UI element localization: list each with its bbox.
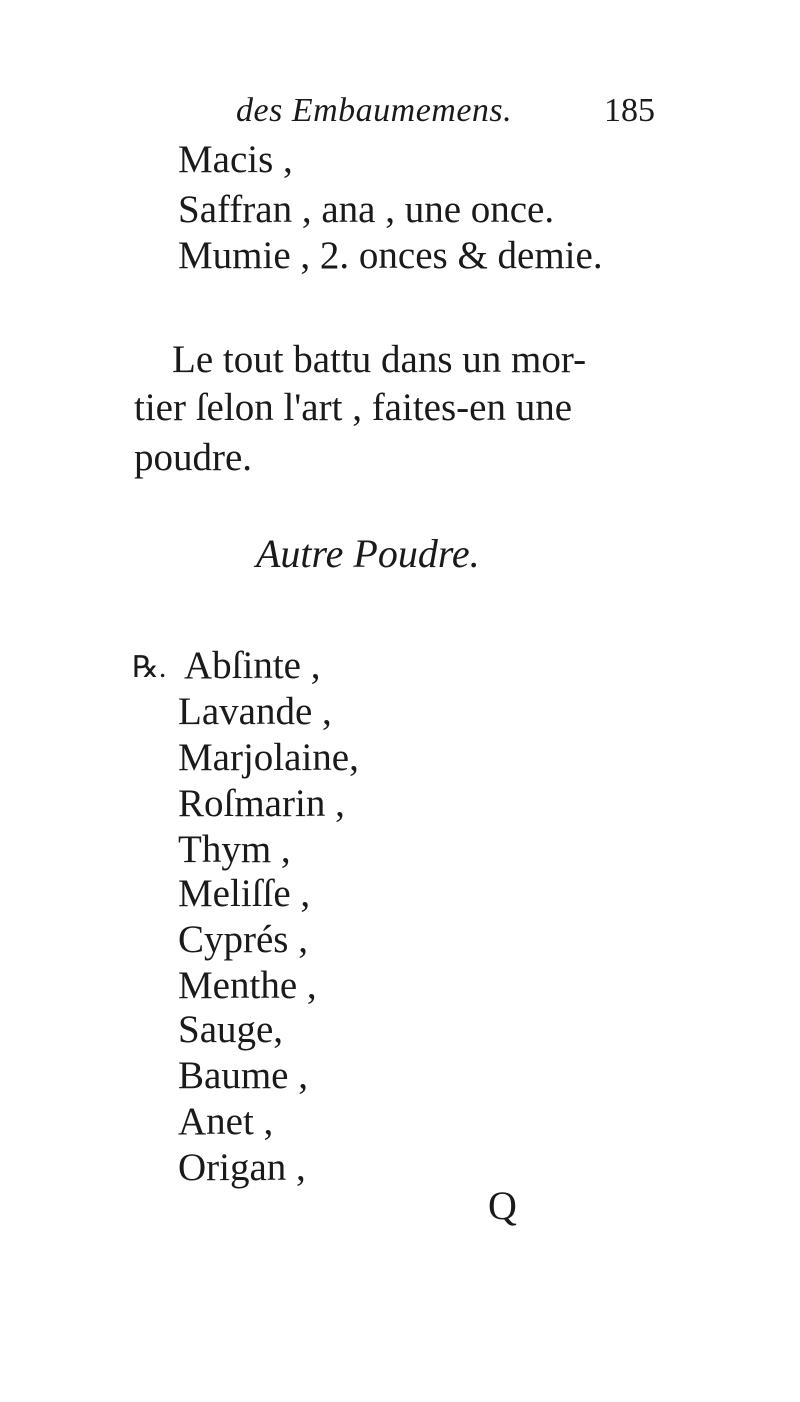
herb-item: Anet , <box>178 1100 274 1143</box>
herb-item: Roſmarin , <box>178 782 345 825</box>
page-number: 185 <box>604 92 655 129</box>
herb-item: Baume , <box>178 1054 308 1097</box>
ingredient-line: Mumie , 2. onces & demie. <box>178 234 603 277</box>
herb-item: Thym , <box>178 828 291 871</box>
ingredient-line: Saffran , ana , une once. <box>178 188 555 231</box>
paragraph-line: Le tout battu dans un mor- <box>172 338 587 381</box>
herb-item: Marjolaine, <box>178 736 359 779</box>
herb-item: Cyprés , <box>178 918 308 961</box>
herb-item: Sauge, <box>178 1008 284 1051</box>
ingredient-line: Macis , <box>178 138 293 181</box>
paragraph-line: tier ſelon l'art , faites-en une <box>134 386 573 429</box>
paragraph-line: poudre. <box>134 436 253 479</box>
catchword: Q <box>488 1183 517 1228</box>
running-title: des Embaumemens. <box>236 92 513 129</box>
herb-item: Origan , <box>178 1146 306 1189</box>
recipe-symbol: ℞. <box>132 651 167 684</box>
herb-item: Abſinte , <box>184 644 321 687</box>
herb-item: Lavande , <box>178 690 332 733</box>
herb-item: Meliſſe , <box>178 872 311 915</box>
section-heading: Autre Poudre. <box>256 531 480 576</box>
herb-item: Menthe , <box>178 964 317 1007</box>
